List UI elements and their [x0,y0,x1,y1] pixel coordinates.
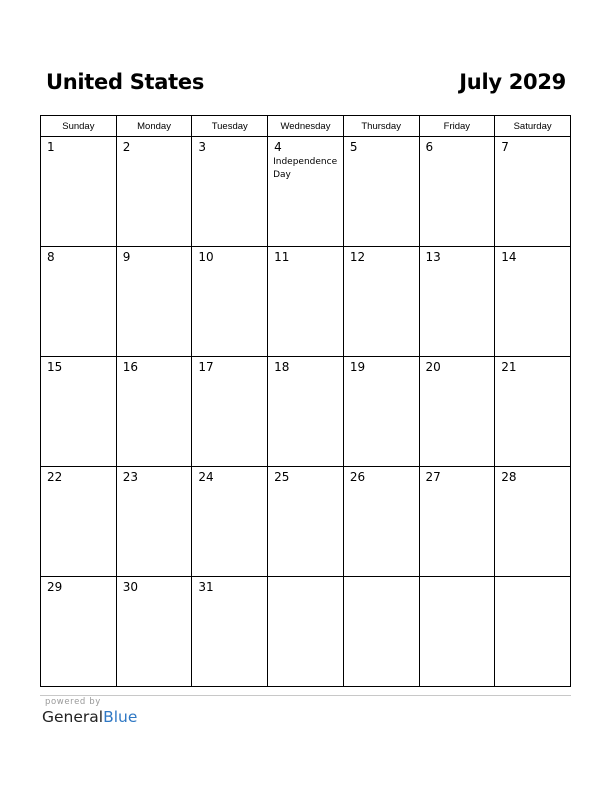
day-number: 18 [274,360,290,374]
week-row [41,467,571,577]
day-number: 30 [122,580,138,594]
day-number: 15 [47,360,63,374]
day-cell [495,577,571,687]
day-number: 1 [47,140,55,154]
day-cell [343,247,419,357]
day-cell [419,577,495,687]
day-number: 27 [425,470,441,484]
day-cell [192,577,268,687]
day-cell [192,247,268,357]
day-cell [495,247,571,357]
day-number: 19 [349,360,366,374]
day-cell [419,247,495,357]
day-number: 2 [122,140,131,154]
weekday-header: Monday [116,116,192,137]
day-number: 14 [501,250,517,264]
week-row [41,247,571,357]
day-number: 3 [198,140,207,154]
day-number: 23 [122,470,138,484]
day-cell [495,357,571,467]
day-number: 12 [349,250,366,264]
day-cell [268,467,344,577]
day-cell [192,467,268,577]
day-cell [41,247,117,357]
weekday-header: Tuesday [192,116,268,137]
week-row [41,577,571,687]
day-number: 25 [274,470,290,484]
day-number: 22 [47,470,63,484]
day-number [268,577,343,580]
country-title: United States [46,70,205,94]
calendar-grid [40,115,571,687]
day-cell [41,467,117,577]
day-cell [268,137,344,247]
day-number: 11 [274,250,290,264]
day-number: 13 [425,250,441,264]
day-number: 5 [349,140,358,154]
powered-by-label: powered by [45,697,101,707]
day-number: 6 [425,140,434,154]
footer-divider [40,695,571,696]
day-number: 21 [501,360,517,374]
day-cell [116,247,192,357]
day-number: 7 [501,140,509,154]
day-cell [116,357,192,467]
day-number: 8 [47,250,55,264]
day-number [344,577,419,580]
day-cell [192,137,268,247]
day-number: 28 [501,470,517,484]
holiday-label: Independence Day [273,157,338,180]
day-number: 20 [425,360,441,374]
day-cell [41,137,117,247]
day-cell [41,577,117,687]
day-cell [419,467,495,577]
day-number: 31 [198,580,214,594]
weekday-header: Thursday [343,116,419,137]
day-cell [343,137,419,247]
weekday-header: Sunday [41,116,117,137]
day-cell [268,577,344,687]
day-number [420,577,495,580]
day-number: 17 [198,360,214,374]
day-cell [41,357,117,467]
day-cell [495,467,571,577]
day-number: 4 [274,140,282,154]
day-cell [419,137,495,247]
weekday-header-row [41,116,571,137]
weekday-header: Wednesday [268,116,344,137]
brand-general: General [42,708,104,726]
day-number: 24 [198,470,214,484]
day-cell [495,137,571,247]
day-number: 9 [122,250,131,264]
day-number: 29 [47,580,63,594]
week-row [41,137,571,247]
day-cell [268,247,344,357]
day-cell [116,137,192,247]
brand-blue: Blue [103,708,138,726]
day-cell [268,357,344,467]
day-number: 16 [122,360,138,374]
weekday-header: Saturday [495,116,571,137]
day-cell [192,357,268,467]
day-cell [343,577,419,687]
day-number: 26 [349,470,366,484]
day-cell [116,467,192,577]
day-cell [343,467,419,577]
brand-logo[interactable] [42,708,137,726]
week-row [41,357,571,467]
month-year-title: July 2029 [459,70,566,94]
day-cell [419,357,495,467]
day-cell [116,577,192,687]
day-cell [343,357,419,467]
day-number: 10 [198,250,214,264]
day-number [495,577,570,580]
weekday-header: Friday [419,116,495,137]
